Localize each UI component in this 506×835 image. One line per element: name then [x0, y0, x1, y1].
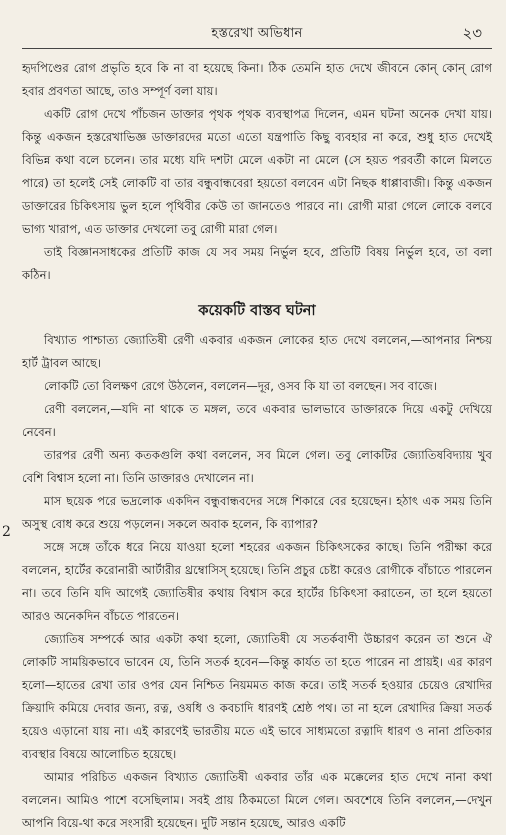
paragraph: তাই বিজ্ঞানসাধকের প্রতিটি কাজ যে সব সময় নির্ভুল হবে, প্রতিটি বিষয় নির্ভুল হবে, তা বলা কঠিন।	[22, 245, 492, 282]
paragraph: তারপর রেণী অন্য কতকগুলি কথা বললেন, সব মিলে গেল। তবু লোকটির জ্যোতিষবিদ্যায় খুব বেশি বিশ্বাস হলো না। তিনি ডাক্তারও দেখালেন না।	[22, 448, 492, 485]
section-heading: কয়েকটি বাস্তব ঘটনা	[198, 303, 316, 319]
running-title: হস্তরেখা অভিধান	[211, 26, 303, 41]
paragraph: লোকটি তো বিলক্ষণ রেগে উঠলেন, বললেন—দূর, ওসব কি যা তা বলছেন। সব বাজে।	[44, 379, 437, 393]
body-text	[22, 57, 492, 835]
running-header	[22, 22, 492, 49]
paragraph: আমার পরিচিত একজন বিখ্যাত জ্যোতিষী একবার তাঁর এক মক্কেলের হাত দেখে নানা কথা বললেন। আমিও পাশে বসেছিলাম। সবই প্রায় ঠিকমতো মিলে গেল। অবশেষে তিনি বললেন,—দেখুন আপনি বিয়ে-থা করে সংসারী হয়েছেন। দুটি সন্তান হয়েছে, আরও একটি	[22, 770, 492, 830]
paragraph: সঙ্গে সঙ্গে তাঁকে ধরে নিয়ে যাওয়া হলো শহরের একজন চিকিৎসকের কাছে। তিনি পরীক্ষা করে বললেন, হার্টের করোনারী আর্টারীর থ্রম্বোসিস্ হয়েছে। তিনি প্রচুর চেষ্টা করেও রোগীকে বাঁচাতে পারলেন না। তবে তিনি যদি আগেই জ্যোতিষীর কথায় বিশ্বাস করে হার্টের চিকিৎসা করাতেন, তা হলে হয়তো আরও অনেকদিন বাঁচতে পারতেন।	[22, 540, 492, 623]
paragraph: বিখ্যাত পাশ্চাত্য জ্যোতিষী রেণী একবার একজন লোকের হাত দেখে বললেন,—আপনার নিশ্চয় হার্ট ট্রাবল আছে।	[22, 333, 492, 370]
paragraph: জ্যোতিষ সম্পর্কে আর একটা কথা হলো, জ্যোতিষী যে সতর্কবাণী উচ্চারণ করেন তা শুনে ঐ লোকটি সাময়িকভাবে ভাবেন যে, তিনি সতর্ক হবেন—কিন্তু কার্যত তা হতে পারেন না প্রায়ই। এর কারণ হলো—হাতের রেখা তার ওপর যেন নিশ্চিত নিয়মমত কাজ করে। তাই সতর্ক হওয়ার চেয়েও রেখাদির ক্রিয়াদি কমিয়ে দেবার জন্য, রত্ন, ওষধি ও কবচাদি ধারণই শ্রেষ্ঠ পথ। তা না হলে রেখাদির ক্রিয়া সতর্ক হয়েও এড়ানো যায় না। এই কারণেই ভারতীয় মতে এই ভাবে সাধ্যমতো রত্নাদি ধারণ ও নানা প্রতিকার ব্যবস্থার বিষয়ে আলোচিত হয়েছে।	[22, 632, 492, 761]
handwritten-margin-mark: 2	[2, 524, 11, 540]
paragraph: হৃদপিণ্ডের রোগ প্রভৃতি হবে কি না বা হয়েছে কিনা। ঠিক তেমনি হাত দেখে জীবনে কোন্ কোন্ রোগ হবার প্রবণতা আছে, তাও সম্পূর্ণ বলা যায়।	[22, 61, 492, 98]
paragraph: মাস ছয়েক পরে ভদ্রলোক একদিন বন্ধুবান্ধবদের সঙ্গে শিকারে বের হয়েছেন। হঠাৎ এক সময় তিনি অসুস্থ বোধ করে শুয়ে পড়লেন। সকলে অবাক হলেন, কি ব্যাপার?	[22, 494, 492, 531]
page-number: ২৩	[462, 24, 482, 42]
paragraph: রেণী বললেন,—যদি না থাকে ত মঙ্গল, তবে একবার ভালভাবে ডাক্তারকে দিয়ে একটু দেখিয়ে নেবেন।	[22, 402, 492, 439]
paragraph: একটি রোগ দেখে পাঁচজন ডাক্তার পৃথক পৃথক ব্যবস্থাপত্র দিলেন, এমন ঘটনা অনেক দেখা যায়। কিন্তু একজন হস্তরেখাভিজ্ঞ ডাক্তারদের মতো এতো যন্ত্রপাতি কিছু ব্যবহার না করে, শুধু হাত দেখেই বিভিন্ন কথা বলে চলেন। তার মধ্যে যদি দশটা মেলে একটা না মেলে (সে হয়ত পরবর্তী কালে মিলতে পারে) তা হলেই সেই লোকটি বা তার বন্ধুবান্ধবেরা হয়তো বলবেন এটা নিছক ধাপ্পাবাজী। কিন্তু একজন ডাক্তারের চিকিৎসায় ভুল হলে পৃথিবীর কেউ তা জানতেও পারবে না। রোগী মারা গেলে লোকে বলবে ভাগ্য খারাপ, এত ডাক্তার দেখলো তবু রোগী মারা গেল।	[22, 107, 492, 236]
